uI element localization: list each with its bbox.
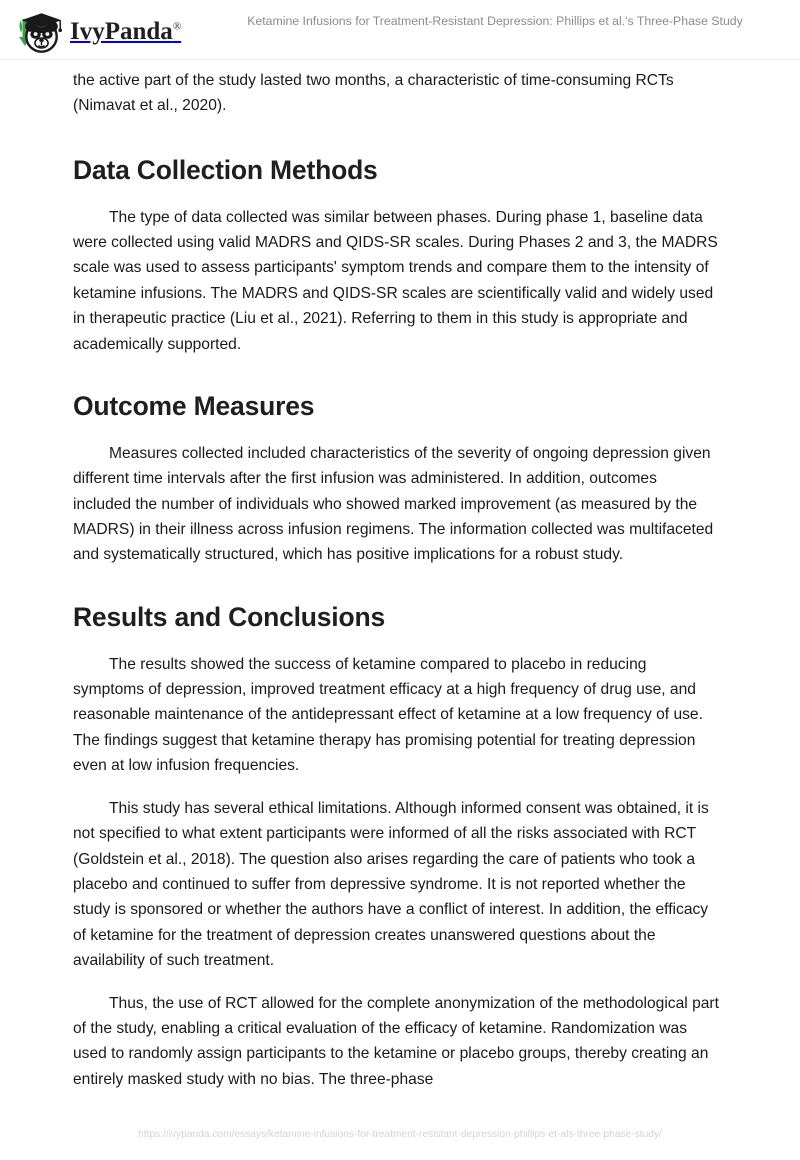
paragraph-results-3: Thus, the use of RCT allowed for the complete anonymization of the methodological part of the study, enabling a critical evaluation of the efficacy of ketamine. Randomization was used to randomly assign participants to the ketamine or placebo groups, thereby creating an entirely masked study with no bias. The three-phase bbox=[73, 994, 719, 1088]
paragraph-results-1: The results showed the success of ketamine compared to placebo in reducing symptoms of depression, improved treatment efficacy at a high frequency of drug use, and reasonable maintenance of the antidepressant effect of ketamine at a low frequency of use. The findings suggest that ketamine therapy has promising potential for treating depression even at low infusion frequencies. bbox=[73, 655, 703, 775]
brand-name-text: IvyPanda bbox=[70, 17, 173, 45]
document-body bbox=[73, 68, 719, 1094]
source-url-link[interactable]: https://ivypanda.com/essays/ketamine-infusions-for-treatment-resistant-depression-phillips-et-als-three-phase-study/ bbox=[138, 1129, 662, 1140]
paragraph-data-collection-1: The type of data collected was similar between phases. During phase 1, baseline data were collected using valid MADRS and QIDS-SR scales. During Phases 2 and 3, the MADRS scale was used to assess participants' symptom trends and compare them to the intensity of ketamine infusions. The MADRS and QIDS-SR scales are scientifically valid and widely used in therapeutic practice (Liu et al., 2021). Referring to them in this study is appropriate and academically supported. bbox=[73, 208, 718, 353]
section-heading-outcome-measures: Outcome Measures bbox=[73, 391, 315, 422]
intro-paragraph: the active part of the study lasted two months, a characteristic of time-consuming RCTs (Nimavat et al., 2020). bbox=[73, 72, 674, 115]
brand-name bbox=[70, 19, 181, 44]
document-header-title: Ketamine Infusions for Treatment-Resistant Depression: Phillips et al.'s Three-Phase Study bbox=[247, 14, 743, 28]
paragraph-outcome-measures-1: Measures collected included characteristics of the severity of ongoing depression given different time intervals after the first infusion was administered. In addition, outcomes included the number of individuals who showed marked improvement (as measured by the MADRS) in their illness across infusion regimens. The information collected was multifaceted and systematically structured, which has positive implications for a robust study. bbox=[73, 444, 714, 564]
paragraph-results-2: This study has several ethical limitations. Although informed consent was obtained, it is not specified to what extent participants were informed of all the risks associated with RCT (Goldstein et al., 2018). The question also arises regarding the care of patients who took a placebo and continued to suffer from depressive syndrome. It is not reported whether the study is sponsored or whether the authors have a conflict of interest. In addition, the efficacy of ketamine for the treatment of depression creates unanswered questions about the availability of such treatment. bbox=[73, 799, 709, 970]
section-heading-results-and-conclusions: Results and Conclusions bbox=[73, 601, 385, 632]
brand-logo-link[interactable] bbox=[14, 6, 181, 56]
page-header bbox=[0, 0, 800, 59]
panda-graduate-logo-icon bbox=[14, 7, 66, 55]
section-heading-data-collection-methods: Data Collection Methods bbox=[73, 154, 378, 185]
registered-trademark-symbol: ® bbox=[172, 20, 182, 33]
header-divider bbox=[0, 59, 800, 60]
page-footer bbox=[0, 1128, 800, 1142]
